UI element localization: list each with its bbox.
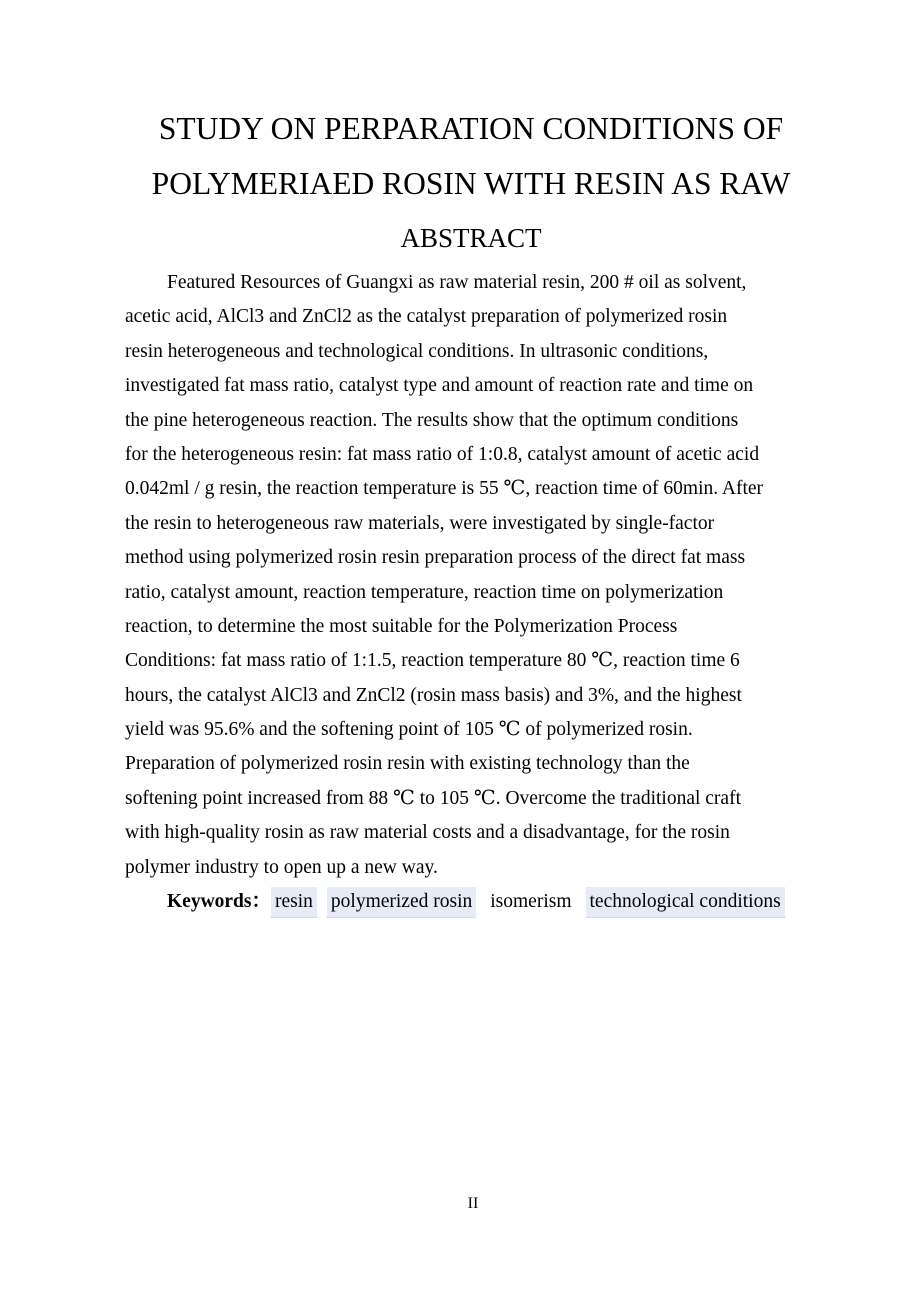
abstract-line: yield was 95.6% and the softening point of 105 ℃ of polymerized rosin. (125, 719, 693, 741)
abstract-line: the pine heterogeneous reaction. The results show that the optimum conditions (125, 409, 739, 431)
abstract-heading: ABSTRACT (400, 223, 542, 253)
title-line-1: STUDY ON PERPARATION CONDITIONS OF (158, 111, 784, 146)
abstract-body (125, 266, 825, 885)
abstract-line: reaction, to determine the most suitable for the Polymerization Process (125, 615, 678, 637)
abstract-line: Conditions: fat mass ratio of 1:1.5, reaction temperature 80 ℃, reaction time 6 (125, 650, 740, 672)
abstract-line: softening point increased from 88 ℃ to 105 ℃. Overcome the traditional craft (125, 787, 741, 809)
abstract-line: Preparation of polymerized rosin resin with existing technology than the (125, 753, 690, 775)
abstract-line: hours, the catalyst AlCl3 and ZnCl2 (rosin mass basis) and 3%, and the highest (125, 684, 742, 706)
abstract-line: the resin to heterogeneous raw materials, were investigated by single-factor (125, 512, 715, 534)
keywords-label: Keywords： (167, 891, 271, 912)
abstract-line: with high-quality rosin as raw material costs and a disadvantage, for the rosin (125, 822, 730, 844)
abstract-line: investigated fat mass ratio, catalyst type and amount of reaction rate and time on (125, 375, 754, 397)
abstract-line: method using polymerized rosin resin preparation process of the direct fat mass (125, 547, 746, 569)
page-number: II (467, 1195, 479, 1212)
keyword-isomerism: isomerism (490, 891, 572, 912)
abstract-line: for the heterogeneous resin: fat mass ratio of 1:0.8, catalyst amount of acetic acid (125, 443, 760, 465)
abstract-line: Featured Resources of Guangxi as raw material resin, 200 # oil as solvent, (167, 272, 747, 293)
abstract-line: polymer industry to open up a new way. (125, 856, 438, 878)
abstract-line: resin heterogeneous and technological conditions. In ultrasonic conditions, (125, 340, 709, 362)
keyword-polymerized-rosin[interactable]: polymerized rosin (327, 887, 476, 918)
keyword-technological-conditions[interactable]: technological conditions (586, 887, 785, 918)
keywords-row (167, 885, 795, 919)
title-line-2: POLYMERIAED ROSIN WITH RESIN AS RAW (151, 166, 791, 201)
keyword-resin[interactable]: resin (271, 887, 317, 918)
abstract-line: ratio, catalyst amount, reaction temperature, reaction time on polymerization (125, 581, 724, 603)
abstract-line: acetic acid, AlCl3 and ZnCl2 as the catalyst preparation of polymerized rosin (125, 306, 728, 328)
abstract-line: 0.042ml / g resin, the reaction temperature is 55 ℃, reaction time of 60min. After (125, 478, 764, 500)
